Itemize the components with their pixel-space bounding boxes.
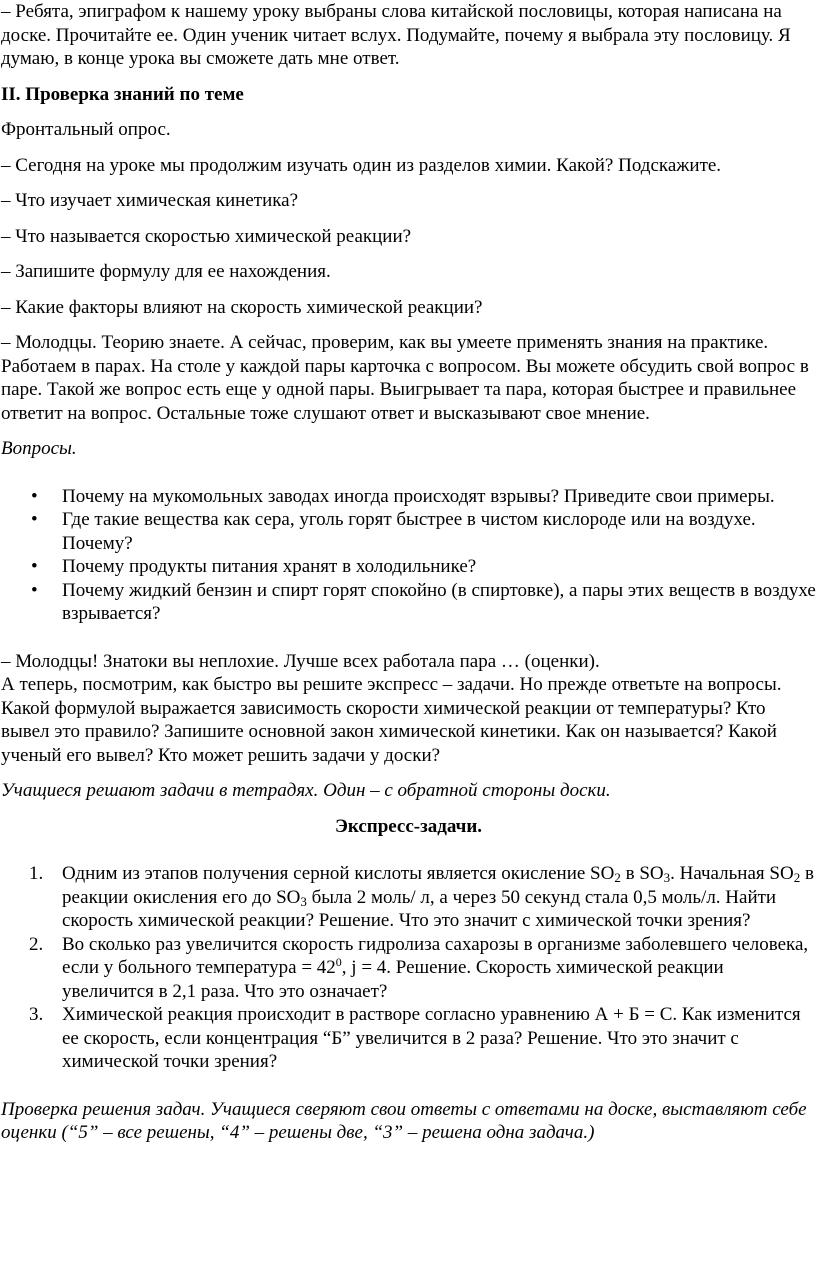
question-line-4: – Запишите формулу для ее нахождения. (1, 261, 331, 282)
subscript: 2 (614, 870, 621, 885)
subscript: 2 (793, 870, 801, 885)
list-item (1, 933, 816, 1004)
task-text: Одним из этапов получения серной кислоты является окисление SO (62, 863, 615, 884)
check-paragraph: Проверка решения задач. Учащиеся сверяют свои ответы с ответами на доске, выставляют себе оценки (“5” – все решены, “4” – решены две, “3” – решена одна задача.) (1, 1098, 807, 1143)
question-line-5: – Какие факторы влияют на скорость химической реакции? (1, 296, 483, 318)
subscript: 3 (300, 893, 307, 909)
question-line-2: – Что изучает химическая кинетика? (1, 190, 299, 211)
list-item: • Где такие вещества как сера, уголь горят быстрее в чистом кислороде или на воздухе. Почему? (1, 508, 816, 555)
task-text: , j = 4. Решение. Скорость химической реакции увеличится в 2,1 раза. Что это означает? (62, 957, 724, 1002)
task-number: 3. (29, 1004, 44, 1025)
task-text: . Начальная SO (670, 863, 794, 884)
frontal-survey-label: Фронтальный опрос. (1, 119, 171, 140)
task-number: 2. (29, 933, 44, 955)
subscript: 3 (663, 870, 671, 885)
task-text: Во сколько раз увеличится скорость гидролиза сахарозы в организме заболевшего человека, если у больного температура = 42 (62, 933, 809, 978)
question-line-1: – Сегодня на уроке мы продолжим изучать один из разделов химии. Какой? Подскажите. (1, 154, 722, 176)
list-item (1, 1003, 816, 1074)
question-line-3: – Что называется скоростью химической реакции? (1, 225, 412, 247)
list-item: • Почему продукты питания хранят в холодильнике? (1, 555, 816, 579)
tasks-list (1, 862, 816, 1074)
list-item (1, 862, 816, 933)
task-number: 1. (29, 863, 44, 884)
praise-line: – Молодцы! Знатоки вы неплохие. Лучше всех работала пара … (оценки). (1, 650, 600, 672)
section-heading: II. Проверка знаний по теме (1, 83, 244, 105)
list-item: • Почему на мукомольных заводах иногда происходят взрывы? Приведите свои примеры. (1, 485, 816, 509)
students-note: Учащиеся решают задачи в тетрадях. Один – с обратной стороны доски. (1, 780, 611, 801)
pair-work-paragraph: – Молодцы. Теорию знаете. А сейчас, проверим, как вы умеете применять знания на практике. Работаем в парах. На столе у каждой пары карточка с вопросом. Вы можете обсудить свой вопрос в паре. Такой же вопрос есть еще у одной пары. Выигрывает та пара, которая быстрее и правильнее ответит на вопрос. Остальные тоже слушают ответ и высказывают свое мнение. (1, 332, 809, 424)
task-text: была 2 моль/ л, а через 50 секунд стала 0,5 моль/л. Найти скорость химической реакции? Решение. Что это значит с химической точки зрения? (62, 886, 777, 931)
intro-paragraph: – Ребята, эпиграфом к нашему уроку выбраны слова китайской пословицы, которая написана на доске. Прочитайте ее. Один ученик читает вслух. Подумайте, почему я выбрала эту пословицу. Я думаю, в конце урока вы сможете дать мне ответ. (1, 1, 791, 69)
superscript: 0 (335, 955, 342, 969)
task-text: Химической реакция происходит в растворе согласно уравнению А + Б = С. Как изменится ее скорость, если концентрация “Б” увеличится в 2 раза? Решение. Что это значит с химической точки зрения? (62, 1004, 801, 1072)
questions-list (1, 485, 816, 626)
express-title: Экспресс-задачи. (334, 815, 483, 837)
questions-label: Вопросы. (1, 438, 77, 459)
task-text: в реакции окисления его до SO (62, 863, 814, 908)
transition-paragraph: А теперь, посмотрим, как быстро вы решите экспресс – задачи. Но прежде ответьте на вопросы. Какой формулой выражается зависимость скорости химической реакции от температуры? Кто вывел это правило? Запишите основной закон химической кинетики. Как он называется? Какой ученый его вывел? Кто может решить задачи у доски? (1, 674, 782, 766)
list-item: • Почему жидкий бензин и спирт горят спокойно (в спиртовке), а пары этих веществ в воздухе взрывается? (1, 579, 816, 626)
task-text: в SO (620, 863, 664, 884)
